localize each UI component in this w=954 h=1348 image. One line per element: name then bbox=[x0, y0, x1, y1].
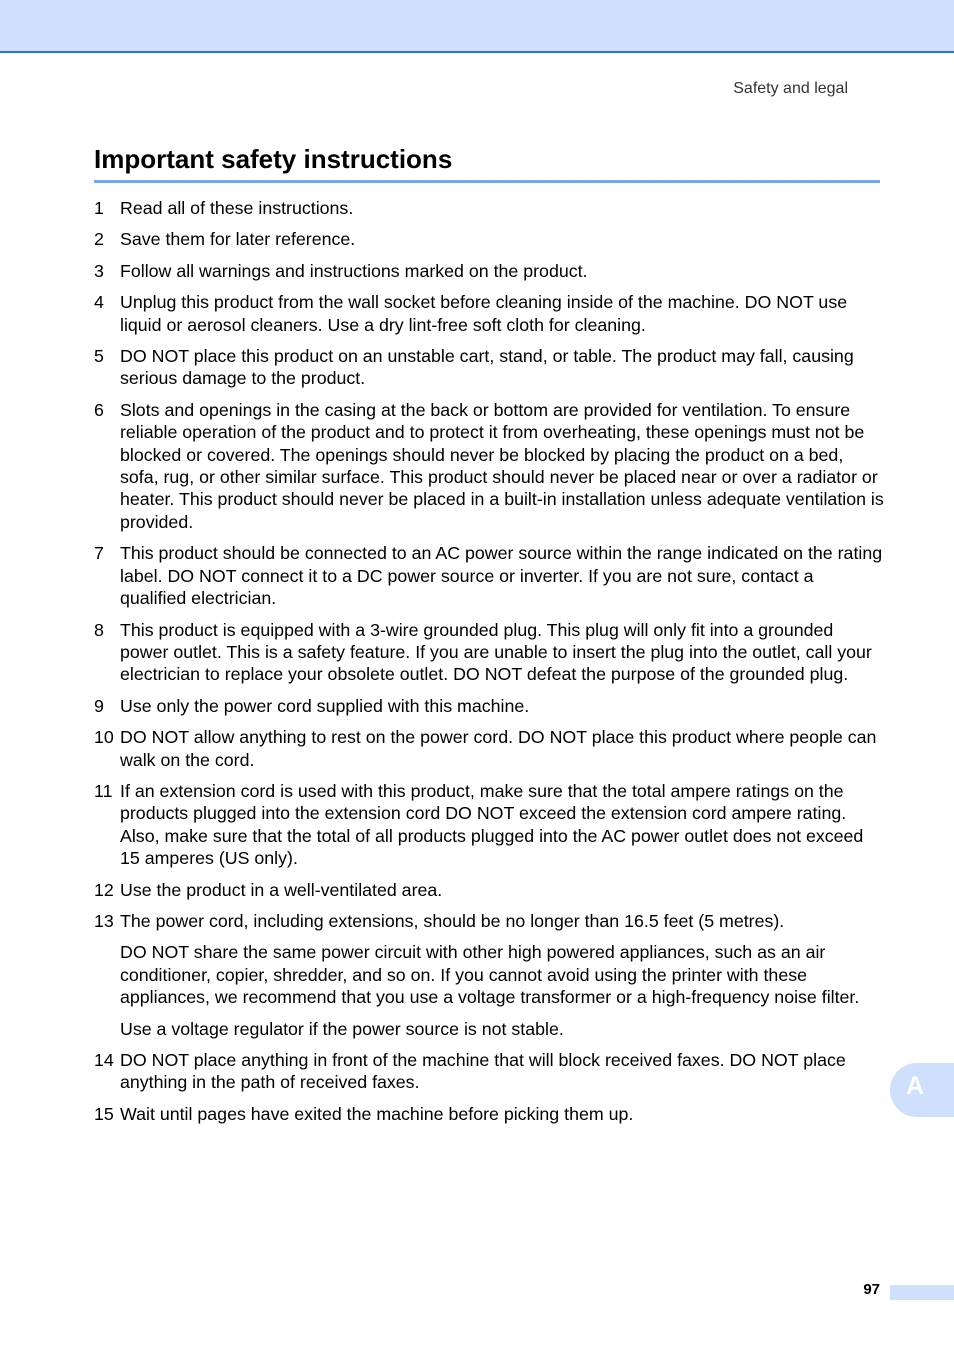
instruction-text: Use only the power cord supplied with this machine. bbox=[120, 695, 530, 716]
instruction-number: 1 bbox=[94, 198, 104, 218]
instruction-body bbox=[120, 542, 884, 609]
instruction-item bbox=[94, 228, 884, 250]
instruction-text: Use the product in a well-ventilated area. bbox=[120, 879, 443, 900]
instruction-item bbox=[94, 619, 884, 686]
instruction-item bbox=[94, 399, 884, 533]
instruction-body bbox=[120, 260, 884, 282]
instruction-item bbox=[94, 345, 884, 390]
instruction-number: 11 bbox=[94, 780, 113, 801]
instruction-body bbox=[120, 780, 884, 870]
instruction-body bbox=[120, 399, 884, 533]
instruction-item bbox=[94, 726, 884, 771]
instruction-text: Follow all warnings and instructions marked on the product. bbox=[120, 260, 588, 281]
instruction-text: DO NOT place this product on an unstable cart, stand, or table. The product may fall, causing serious damage to the product. bbox=[120, 346, 854, 389]
instruction-item bbox=[94, 1049, 884, 1094]
instruction-list bbox=[94, 197, 884, 1134]
instruction-text: DO NOT allow anything to rest on the power cord. DO NOT place this product where people can walk on the cord. bbox=[120, 727, 877, 770]
instruction-body bbox=[120, 1049, 884, 1094]
page-number-marker bbox=[890, 1285, 954, 1300]
title-underline bbox=[94, 180, 880, 183]
instruction-number: 15 bbox=[94, 1103, 114, 1124]
instruction-item bbox=[94, 197, 884, 219]
running-header: Safety and legal bbox=[733, 80, 848, 97]
instruction-number: 8 bbox=[94, 619, 104, 640]
instruction-body bbox=[120, 197, 884, 219]
instruction-body bbox=[120, 619, 884, 686]
instruction-body bbox=[120, 345, 884, 390]
page-number: 97 bbox=[863, 1281, 880, 1298]
instruction-text: This product should be connected to an AC power source within the range indicated on the rating label. DO NOT connect it to a DC power source or inverter. If you are not sure, contact a qualified electrician. bbox=[120, 543, 883, 609]
instruction-number: 3 bbox=[94, 260, 104, 281]
instruction-text: Read all of these instructions. bbox=[120, 198, 354, 218]
instruction-number: 10 bbox=[94, 727, 114, 748]
instruction-item bbox=[94, 260, 884, 282]
instruction-body bbox=[120, 695, 884, 717]
instruction-body bbox=[120, 910, 884, 1040]
instruction-body bbox=[120, 879, 884, 901]
instruction-item bbox=[94, 542, 884, 609]
instruction-item bbox=[94, 879, 884, 901]
instruction-body bbox=[120, 291, 884, 336]
instruction-body bbox=[120, 228, 884, 250]
appendix-tab-letter: A bbox=[906, 1072, 925, 1100]
instruction-text: DO NOT share the same power circuit with other high powered appliances, such as an air conditioner, copier, shredder, and so on. If you cannot avoid using the printer with these appliances, we recommend that you use a voltage transformer or a high-frequency noise filter. bbox=[120, 942, 860, 1008]
instruction-text: The power cord, including extensions, should be no longer than 16.5 feet (5 metres). bbox=[120, 910, 785, 931]
instruction-number: 2 bbox=[94, 229, 104, 250]
header-band bbox=[0, 0, 954, 53]
instruction-number: 9 bbox=[94, 695, 104, 716]
instruction-item bbox=[94, 780, 884, 870]
instruction-text: Use a voltage regulator if the power source is not stable. bbox=[120, 1018, 564, 1039]
instruction-number: 4 bbox=[94, 292, 104, 313]
instruction-number: 5 bbox=[94, 346, 104, 367]
section-title: Important safety instructions bbox=[94, 144, 453, 174]
instruction-number: 12 bbox=[94, 879, 114, 900]
instruction-text: Slots and openings in the casing at the back or bottom are provided for ventilation. To ensure reliable operation of the product and to protect it from overheating, these openings must not be blocked or covered. The openings should never be blocked by placing the product on a bed, sofa, rug, or other similar surface. This product should never be placed near or over a radiator or heater. This product should never be placed in a built-in installation unless adequate ventilation is provided. bbox=[120, 399, 884, 532]
instruction-item bbox=[94, 1103, 884, 1125]
instruction-body bbox=[120, 726, 884, 771]
instruction-item bbox=[94, 910, 884, 1040]
instruction-text: Unplug this product from the wall socket before cleaning inside of the machine. DO NOT use liquid or aerosol cleaners. Use a dry lint-free soft cloth for cleaning. bbox=[120, 292, 848, 335]
instruction-number: 14 bbox=[94, 1050, 114, 1070]
instruction-body bbox=[120, 1103, 884, 1125]
instruction-number: 13 bbox=[94, 910, 114, 931]
instruction-number: 6 bbox=[94, 399, 104, 420]
instruction-text: If an extension cord is used with this product, make sure that the total ampere ratings on the products plugged into the extension cord DO NOT exceed the extension cord ampere rating. Also, make sure that the total of all products plugged into the AC power outlet does not exceed 15 amperes (US only). bbox=[120, 780, 864, 869]
instruction-text: This product is equipped with a 3-wire grounded plug. This plug will only fit into a grounded power outlet. This is a safety feature. If you are unable to insert the plug into the outlet, call your electrician to replace your obsolete outlet. DO NOT defeat the purpose of the grounded plug. bbox=[120, 619, 872, 685]
instruction-item bbox=[94, 695, 884, 717]
instruction-text: Save them for later reference. bbox=[120, 229, 356, 250]
instruction-text: DO NOT place anything in front of the machine that will block received faxes. DO NOT place anything in the path of received faxes. bbox=[120, 1050, 846, 1093]
instruction-item bbox=[94, 291, 884, 336]
instruction-text: Wait until pages have exited the machine before picking them up. bbox=[120, 1103, 634, 1124]
instruction-number: 7 bbox=[94, 543, 104, 564]
